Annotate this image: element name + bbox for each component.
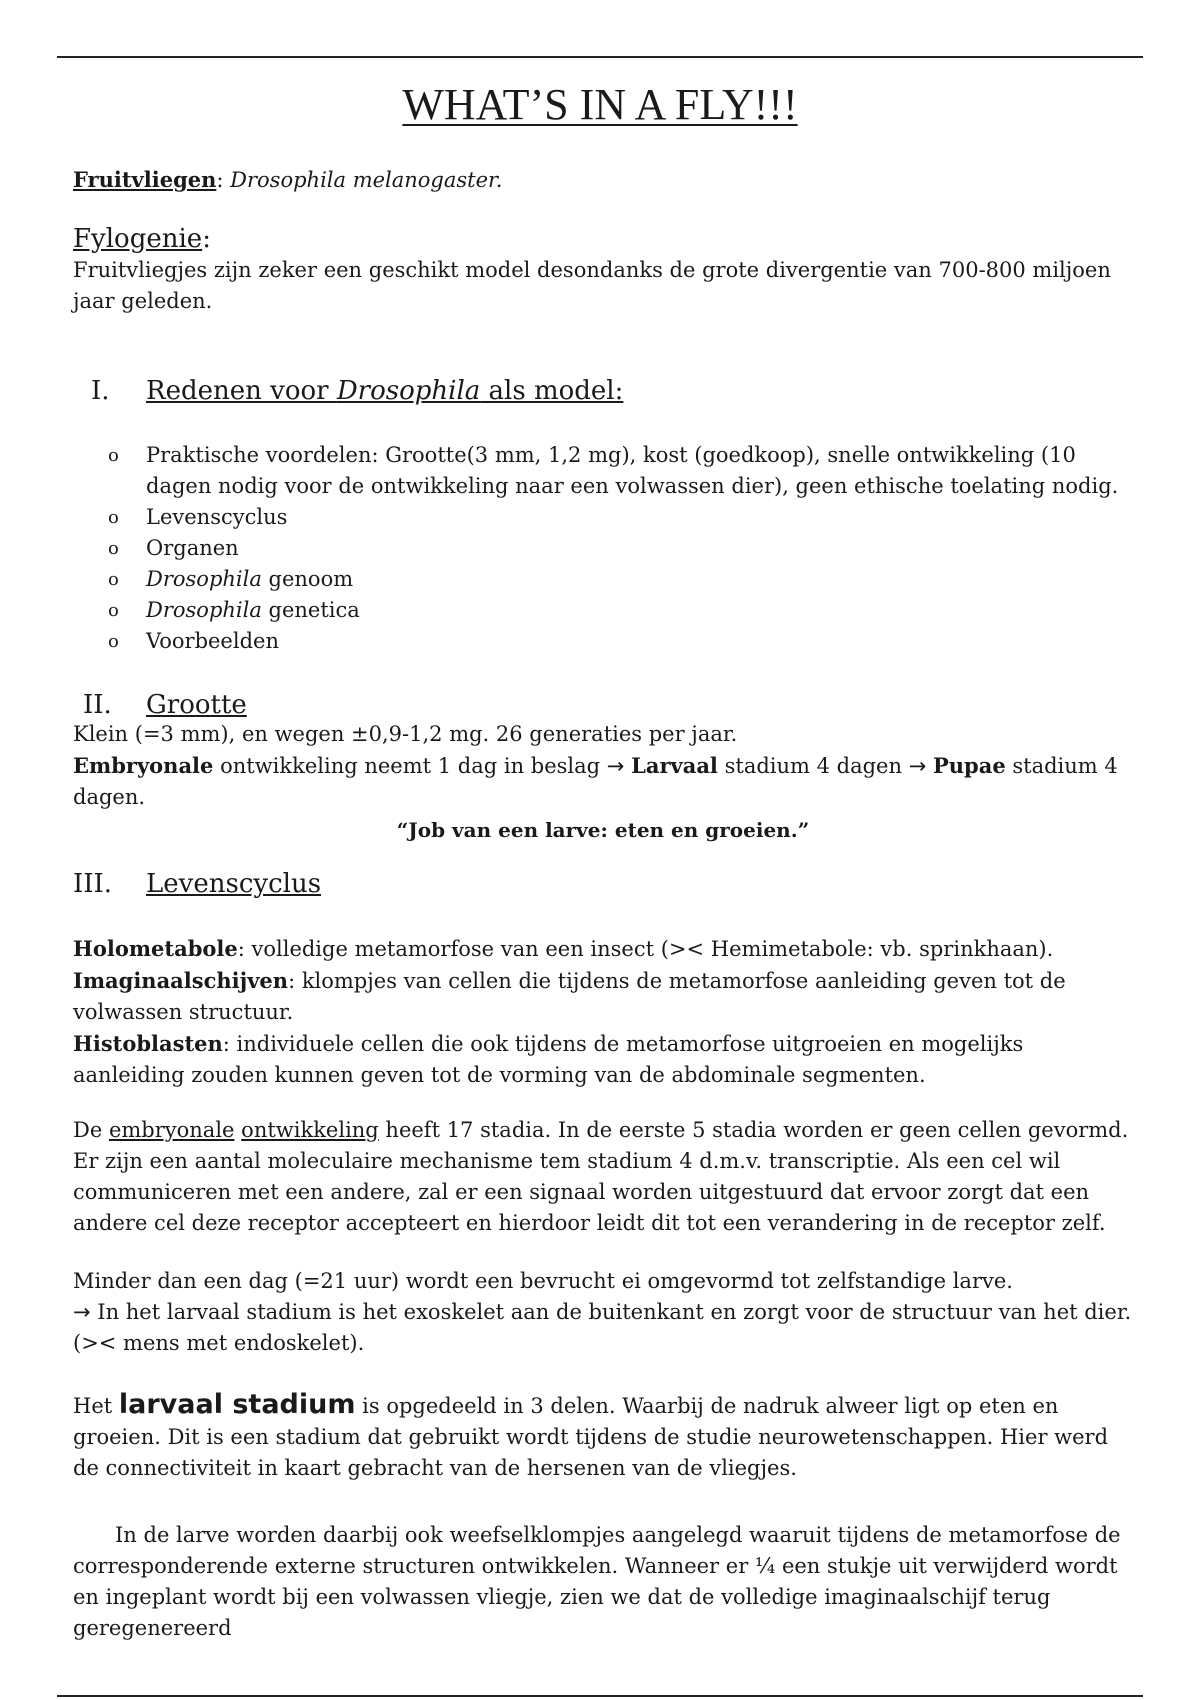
section-2-body [73,719,1133,846]
section-3-number: III. [73,869,113,899]
list-item: o Praktische voordelen: Grootte(3 mm, 1,2 mg), kost (goedkoop), snelle ontwikkeling (10 dagen nodig voor de ontwikkeling naar een volwassen dier), geen ethische toelating nodig. [108,443,1119,498]
reasons-list [73,440,1133,657]
definitions [73,933,1133,1091]
list-item: o Organen [108,536,239,560]
section-2-heading [73,689,1133,721]
fylogenie-heading: Fylogenie: [73,224,211,254]
species-line: Fruitvliegen: Drosophila melanogaster. [73,167,503,192]
section-2-title: Grootte [146,690,247,720]
tissue-paragraph: In de larve worden daarbij ook weefselklompjes aangelegd waaruit tijdens de metamorfose de corresponderende externe structuren ontwikkelen. Wanneer er ¼ een stukje uit verwijderd wordt en ingeplant wordt bij een volwassen vliegje, zien we dat de volledige imaginaalschijf terug geregenereerd [73,1523,1121,1640]
bottom-rule [57,1695,1143,1697]
larval-stage-paragraph: Het larvaal stadium is opgedeeld in 3 delen. Waarbij de nadruk alweer ligt op eten en groeien. Dit is een stadium dat gebruikt wordt tijdens de studie neurowetenschappen. Hier werd de connectiviteit in kaart gebracht van de hersenen van de vliegjes. [73,1389,1109,1480]
arrow-icon: → [73,1300,91,1324]
fruitvliegen-label: Fruitvliegen [73,167,217,192]
section-1-number: I. [91,376,110,406]
list-item: o Voorbeelden [108,629,279,653]
list-item: o Drosophila genetica [108,598,360,622]
section-1-title: Redenen voor Drosophila als model: [146,376,624,406]
list-item: o Levenscyclus [108,505,288,529]
list-item: o Drosophila genoom [108,567,354,591]
larva-quote: “Job van een larve: eten en groeien.” [396,818,810,842]
development-line: Embryonale ontwikkeling neemt 1 dag in beslag → Larvaal stadium 4 dagen → Pupae stadium 4 dagen. [73,753,1118,809]
larva-paragraph: Minder dan een dag (=21 uur) wordt een bevrucht ei omgevormd tot zelfstandige larve. → In het larvaal stadium is het exoskelet aan de buitenkant en zorgt voor de structuur van het dier. (>< mens met endoskelet). [73,1269,1132,1355]
fylogenie-text: Fruitvliegjes zijn zeker een geschikt model desondanks de grote divergentie van 700-800 miljoen jaar geleden. [73,258,1111,313]
page-title: WHAT’S IN A FLY!!! [402,80,798,129]
holometabole-def: Holometabole: volledige metamorfose van een insect (>< Hemimetabole: vb. sprinkhaan). [73,936,1054,961]
top-rule [57,56,1143,58]
imaginaalschijven-def: Imaginaalschijven: klompjes van cellen die tijdens de metamorfose aanleiding geven tot de volwassen structuur. [73,968,1066,1024]
species-name: Drosophila melanogaster. [230,168,503,192]
arrow-icon: → [908,754,927,778]
section-2-number: II. [83,690,112,720]
section-3-heading [73,868,1133,900]
histoblasten-def: Histoblasten: individuele cellen die ook tijdens de metamorfose uitgroeien en mogelijks aanleiding zouden kunnen geven tot de vorming van de abdominale segmenten. [73,1031,1024,1087]
section-3-title: Levenscyclus [146,869,322,899]
embryonic-paragraph: De embryonale ontwikkeling heeft 17 stadia. In de eerste 5 stadia worden er geen cellen gevormd. Er zijn een aantal moleculaire mechanisme tem stadium 4 d.m.v. transcriptie. Als een cel wil communiceren met een andere, zal er een signaal worden uitgestuurd dat ervoor zorgt dat een andere cel deze receptor accepteert en hierdoor leidt dit tot een verandering in de receptor zelf. [73,1118,1129,1235]
grootte-line-1: Klein (=3 mm), en wegen ±0,9-1,2 mg. 26 generaties per jaar. [73,722,738,746]
fylogenie-section [73,223,1133,317]
arrow-icon: → [606,754,625,778]
